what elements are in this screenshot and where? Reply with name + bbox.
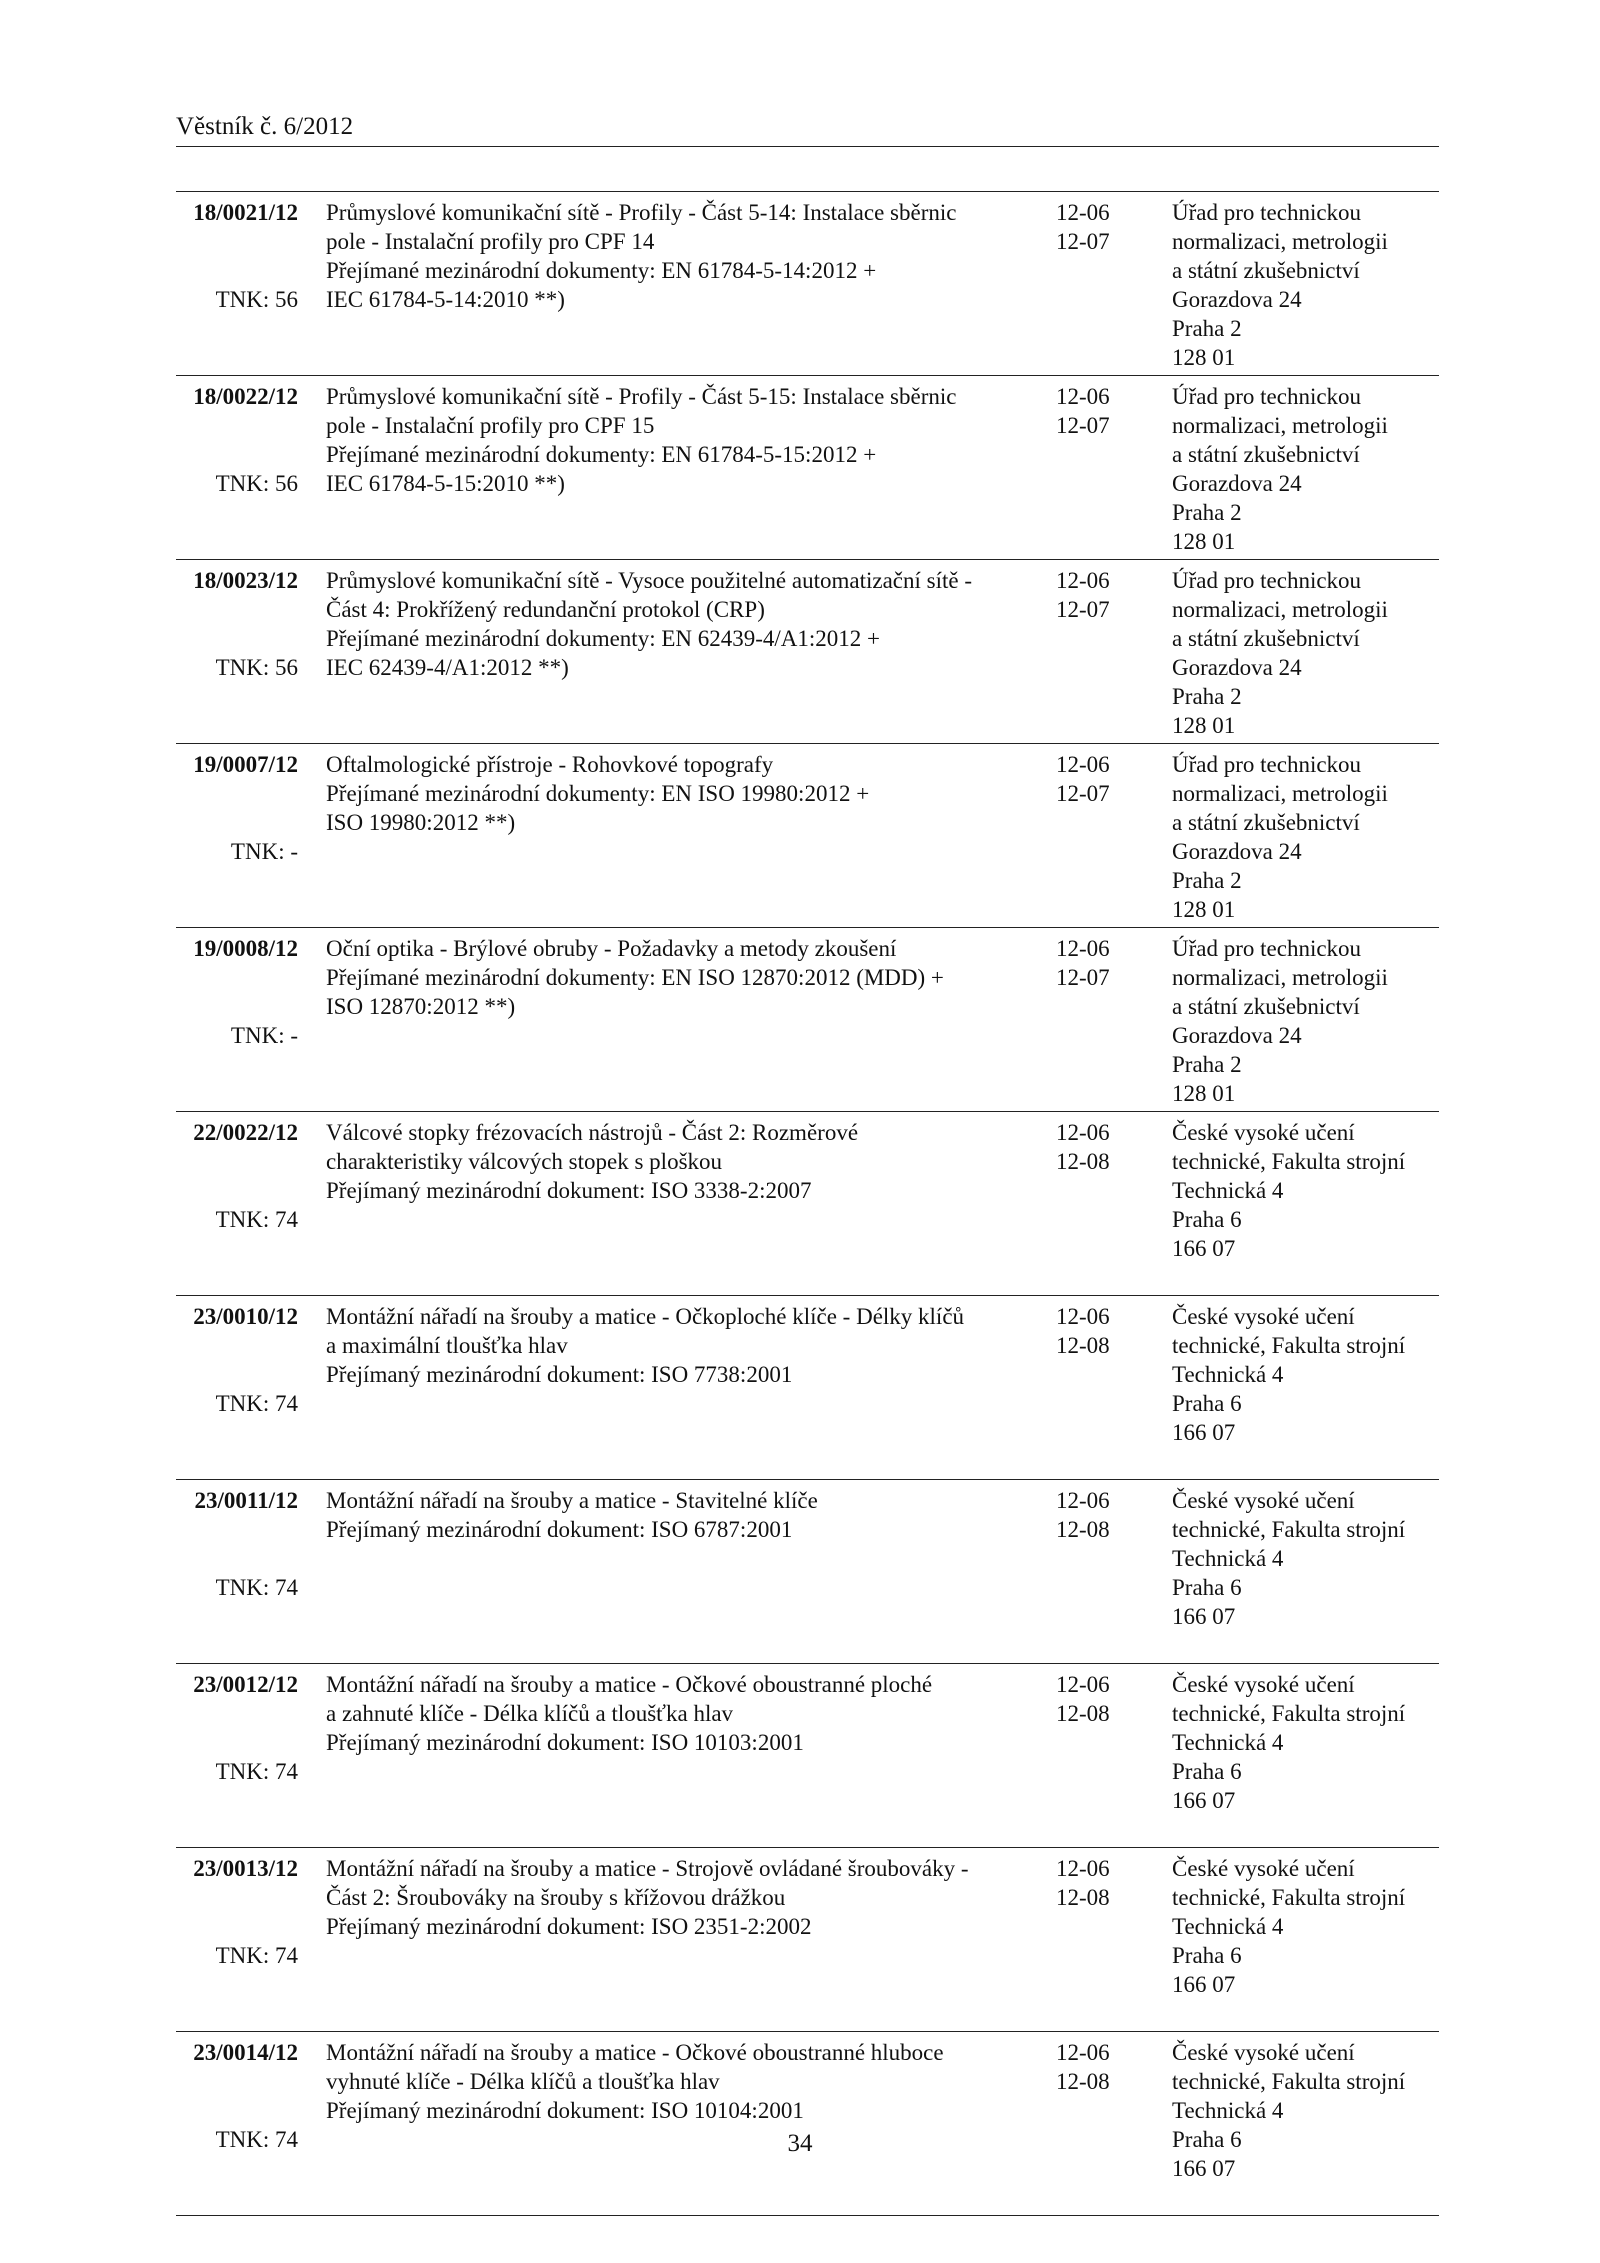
standard-id: 19/0008/12 [193, 936, 298, 961]
table-row [176, 192, 1439, 376]
address-line: Technická 4 [1172, 1730, 1284, 1755]
tnk-label: TNK: - [230, 1023, 298, 1048]
page-header-title: Věstník č. 6/2012 [176, 113, 354, 140]
standard-description [326, 198, 1016, 314]
standard-id: 23/0014/12 [193, 2040, 298, 2065]
processor-address [1172, 1670, 1439, 1815]
standard-description [326, 2038, 1016, 2125]
address-line: Gorazdova 24 [1172, 839, 1302, 864]
tnk-label: TNK: 56 [215, 287, 298, 312]
address-line: a státní zkušebnictví [1172, 810, 1360, 835]
address-line: a státní zkušebnictví [1172, 258, 1360, 283]
description-line: IEC 61784-5-15:2010 **) [326, 471, 565, 496]
description-line: Průmyslové komunikační sítě - Vysoce použitelné automatizační sítě - [326, 568, 972, 593]
description-line: Přejímané mezinárodní dokumenty: EN ISO 12870:2012 (MDD) + [326, 965, 944, 990]
period-code: 12-07 [1056, 229, 1110, 254]
description-line: Přejímané mezinárodní dokumenty: EN 61784-5-15:2012 + [326, 442, 877, 467]
table-row [176, 1112, 1439, 1296]
description-line: IEC 61784-5-14:2010 **) [326, 287, 565, 312]
address-line: 128 01 [1172, 1081, 1236, 1106]
description-line: a maximální tloušťka hlav [326, 1333, 568, 1358]
period-code: 12-06 [1056, 200, 1110, 225]
address-line: Gorazdova 24 [1172, 471, 1302, 496]
standard-description [326, 1118, 1016, 1205]
period-code: 12-08 [1056, 1517, 1110, 1542]
address-line: České vysoké učení [1172, 1120, 1355, 1145]
description-line: charakteristiky válcových stopek s ploškou [326, 1149, 723, 1174]
address-line: Praha 2 [1172, 1052, 1242, 1077]
address-line: Technická 4 [1172, 1546, 1284, 1571]
description-line: Montážní nářadí na šrouby a matice - Očkoploché klíče - Délky klíčů [326, 1304, 965, 1329]
processor-address [1172, 2038, 1439, 2183]
standard-id: 23/0010/12 [193, 1304, 298, 1329]
tnk-label: TNK: 74 [215, 1207, 298, 1232]
standard-description [326, 750, 1016, 837]
standard-id: 23/0013/12 [193, 1856, 298, 1881]
table-row [176, 1848, 1439, 2032]
period-code: 12-06 [1056, 1304, 1110, 1329]
period-code: 12-08 [1056, 1149, 1110, 1174]
address-line: České vysoké učení [1172, 1856, 1355, 1881]
address-line: Praha 6 [1172, 1943, 1242, 1968]
description-line: Přejímané mezinárodní dokumenty: EN 61784-5-14:2012 + [326, 258, 877, 283]
address-line: a státní zkušebnictví [1172, 994, 1360, 1019]
table-body [176, 192, 1439, 2216]
period-code: 12-07 [1056, 597, 1110, 622]
description-line: Přejímaný mezinárodní dokument: ISO 10104:2001 [326, 2098, 804, 2123]
description-line: pole - Instalační profily pro CPF 15 [326, 413, 655, 438]
address-line: Technická 4 [1172, 1362, 1284, 1387]
description-line: Přejímaný mezinárodní dokument: ISO 3338-2:2007 [326, 1178, 812, 1203]
description-line: ISO 12870:2012 **) [326, 994, 516, 1019]
period-codes [1056, 750, 1136, 808]
address-line: Gorazdova 24 [1172, 655, 1302, 680]
header-rule [176, 146, 1439, 147]
address-line: a státní zkušebnictví [1172, 442, 1360, 467]
period-code: 12-06 [1056, 1120, 1110, 1145]
period-code: 12-06 [1056, 752, 1110, 777]
address-line: Praha 2 [1172, 316, 1242, 341]
tnk-label: TNK: 74 [215, 2127, 298, 2152]
address-line: technické, Fakulta strojní [1172, 2069, 1406, 2094]
address-line: 166 07 [1172, 1420, 1236, 1445]
address-line: technické, Fakulta strojní [1172, 1149, 1406, 1174]
address-line: technické, Fakulta strojní [1172, 1517, 1406, 1542]
description-line: Část 4: Prokřížený redundanční protokol (CRP) [326, 597, 765, 622]
period-codes [1056, 1118, 1136, 1176]
period-code: 12-08 [1056, 1885, 1110, 1910]
standard-id: 19/0007/12 [193, 752, 298, 777]
standard-id: 22/0022/12 [193, 1120, 298, 1145]
address-line: normalizaci, metrologii [1172, 413, 1388, 438]
standard-id: 18/0021/12 [193, 200, 298, 225]
tnk-label: TNK: - [230, 839, 298, 864]
address-line: 128 01 [1172, 897, 1236, 922]
description-line: Oftalmologické přístroje - Rohovkové topografy [326, 752, 774, 777]
address-line: 166 07 [1172, 1788, 1236, 1813]
period-codes [1056, 1854, 1136, 1912]
period-code: 12-06 [1056, 2040, 1110, 2065]
address-line: 166 07 [1172, 1236, 1236, 1261]
description-line: Montážní nářadí na šrouby a matice - Strojově ovládané šroubováky - [326, 1856, 969, 1881]
processor-address [1172, 1854, 1439, 1999]
standard-description [326, 566, 1016, 682]
tnk-label: TNK: 74 [215, 1943, 298, 1968]
processor-address [1172, 198, 1439, 372]
description-line: Válcové stopky frézovacích nástrojů - Část 2: Rozměrové [326, 1120, 859, 1145]
period-code: 12-06 [1056, 384, 1110, 409]
tnk-label: TNK: 56 [215, 471, 298, 496]
description-line: Oční optika - Brýlové obruby - Požadavky a metody zkoušení [326, 936, 897, 961]
table-row [176, 928, 1439, 1112]
table-row [176, 1296, 1439, 1480]
table-row [176, 2032, 1439, 2216]
address-line: normalizaci, metrologii [1172, 781, 1388, 806]
period-code: 12-06 [1056, 568, 1110, 593]
address-line: Praha 6 [1172, 1391, 1242, 1416]
table-row [176, 560, 1439, 744]
address-line: Technická 4 [1172, 2098, 1284, 2123]
description-line: Montážní nářadí na šrouby a matice - Očkové oboustranné ploché [326, 1672, 933, 1697]
standard-description [326, 934, 1016, 1021]
address-line: technické, Fakulta strojní [1172, 1701, 1406, 1726]
address-line: Technická 4 [1172, 1178, 1284, 1203]
address-line: normalizaci, metrologii [1172, 597, 1388, 622]
description-line: Přejímaný mezinárodní dokument: ISO 6787:2001 [326, 1517, 793, 1542]
address-line: Praha 2 [1172, 868, 1242, 893]
description-line: vyhnuté klíče - Délka klíčů a tloušťka hlav [326, 2069, 720, 2094]
description-line: Průmyslové komunikační sítě - Profily - Část 5-14: Instalace sběrnic [326, 200, 957, 225]
address-line: Praha 6 [1172, 1575, 1242, 1600]
table-row [176, 376, 1439, 560]
standard-id: 18/0022/12 [193, 384, 298, 409]
period-code: 12-08 [1056, 1701, 1110, 1726]
period-code: 12-06 [1056, 1856, 1110, 1881]
standard-id: 18/0023/12 [193, 568, 298, 593]
processor-address [1172, 566, 1439, 740]
tnk-label: TNK: 56 [215, 655, 298, 680]
description-line: Přejímané mezinárodní dokumenty: EN 62439-4/A1:2012 + [326, 626, 881, 651]
address-line: České vysoké učení [1172, 2040, 1355, 2065]
description-line: Montážní nářadí na šrouby a matice - Stavitelné klíče [326, 1488, 818, 1513]
period-codes [1056, 1670, 1136, 1728]
table-row [176, 744, 1439, 928]
period-code: 12-08 [1056, 1333, 1110, 1358]
processor-address [1172, 1118, 1439, 1263]
standard-id: 23/0011/12 [194, 1488, 298, 1513]
period-code: 12-06 [1056, 1488, 1110, 1513]
period-codes [1056, 382, 1136, 440]
address-line: Praha 6 [1172, 2127, 1242, 2152]
standards-table [176, 191, 1439, 2216]
address-line: 128 01 [1172, 345, 1236, 370]
address-line: 128 01 [1172, 713, 1236, 738]
standard-id: 23/0012/12 [193, 1672, 298, 1697]
period-codes [1056, 2038, 1136, 2096]
period-codes [1056, 934, 1136, 992]
period-code: 12-06 [1056, 1672, 1110, 1697]
address-line: normalizaci, metrologii [1172, 965, 1388, 990]
page-number: 34 [787, 2130, 813, 2157]
address-line: České vysoké učení [1172, 1672, 1355, 1697]
table-row [176, 1664, 1439, 1848]
tnk-label: TNK: 74 [215, 1575, 298, 1600]
address-line: České vysoké učení [1172, 1304, 1355, 1329]
address-line: Gorazdova 24 [1172, 287, 1302, 312]
address-line: Úřad pro technickou [1172, 384, 1362, 409]
address-line: Praha 2 [1172, 684, 1242, 709]
period-code: 12-08 [1056, 2069, 1110, 2094]
address-line: Praha 6 [1172, 1207, 1242, 1232]
address-line: České vysoké učení [1172, 1488, 1355, 1513]
description-line: Část 2: Šroubováky na šrouby s křížovou drážkou [326, 1885, 786, 1910]
period-code: 12-06 [1056, 936, 1110, 961]
description-line: Přejímaný mezinárodní dokument: ISO 10103:2001 [326, 1730, 804, 1755]
address-line: 166 07 [1172, 1972, 1236, 1997]
standard-description [326, 382, 1016, 498]
standard-description [326, 1670, 1016, 1757]
description-line: Přejímaný mezinárodní dokument: ISO 2351-2:2002 [326, 1914, 812, 1939]
address-line: Úřad pro technickou [1172, 568, 1362, 593]
period-codes [1056, 1486, 1136, 1544]
processor-address [1172, 382, 1439, 556]
address-line: 128 01 [1172, 529, 1236, 554]
standard-description [326, 1486, 1016, 1544]
address-line: technické, Fakulta strojní [1172, 1885, 1406, 1910]
period-code: 12-07 [1056, 965, 1110, 990]
address-line: Technická 4 [1172, 1914, 1284, 1939]
description-line: IEC 62439-4/A1:2012 **) [326, 655, 569, 680]
processor-address [1172, 934, 1439, 1108]
address-line: Praha 2 [1172, 500, 1242, 525]
description-line: Montážní nářadí na šrouby a matice - Očkové oboustranné hluboce [326, 2040, 944, 2065]
description-line: Průmyslové komunikační sítě - Profily - Část 5-15: Instalace sběrnic [326, 384, 957, 409]
address-line: Praha 6 [1172, 1759, 1242, 1784]
description-line: ISO 19980:2012 **) [326, 810, 516, 835]
processor-address [1172, 1302, 1439, 1447]
tnk-label: TNK: 74 [215, 1391, 298, 1416]
address-line: technické, Fakulta strojní [1172, 1333, 1406, 1358]
period-codes [1056, 198, 1136, 256]
standard-description [326, 1854, 1016, 1941]
table-row [176, 1480, 1439, 1664]
address-line: Úřad pro technickou [1172, 752, 1362, 777]
processor-address [1172, 1486, 1439, 1631]
description-line: pole - Instalační profily pro CPF 14 [326, 229, 655, 254]
period-codes [1056, 566, 1136, 624]
description-line: Přejímaný mezinárodní dokument: ISO 7738:2001 [326, 1362, 793, 1387]
address-line: 166 07 [1172, 2156, 1236, 2181]
processor-address [1172, 750, 1439, 924]
description-line: a zahnuté klíče - Délka klíčů a tloušťka hlav [326, 1701, 734, 1726]
address-line: 166 07 [1172, 1604, 1236, 1629]
address-line: normalizaci, metrologii [1172, 229, 1388, 254]
address-line: Úřad pro technickou [1172, 200, 1362, 225]
address-line: Úřad pro technickou [1172, 936, 1362, 961]
standard-description [326, 1302, 1016, 1389]
period-code: 12-07 [1056, 781, 1110, 806]
description-line: Přejímané mezinárodní dokumenty: EN ISO 19980:2012 + [326, 781, 870, 806]
period-codes [1056, 1302, 1136, 1360]
address-line: a státní zkušebnictví [1172, 626, 1360, 651]
tnk-label: TNK: 74 [215, 1759, 298, 1784]
period-code: 12-07 [1056, 413, 1110, 438]
address-line: Gorazdova 24 [1172, 1023, 1302, 1048]
